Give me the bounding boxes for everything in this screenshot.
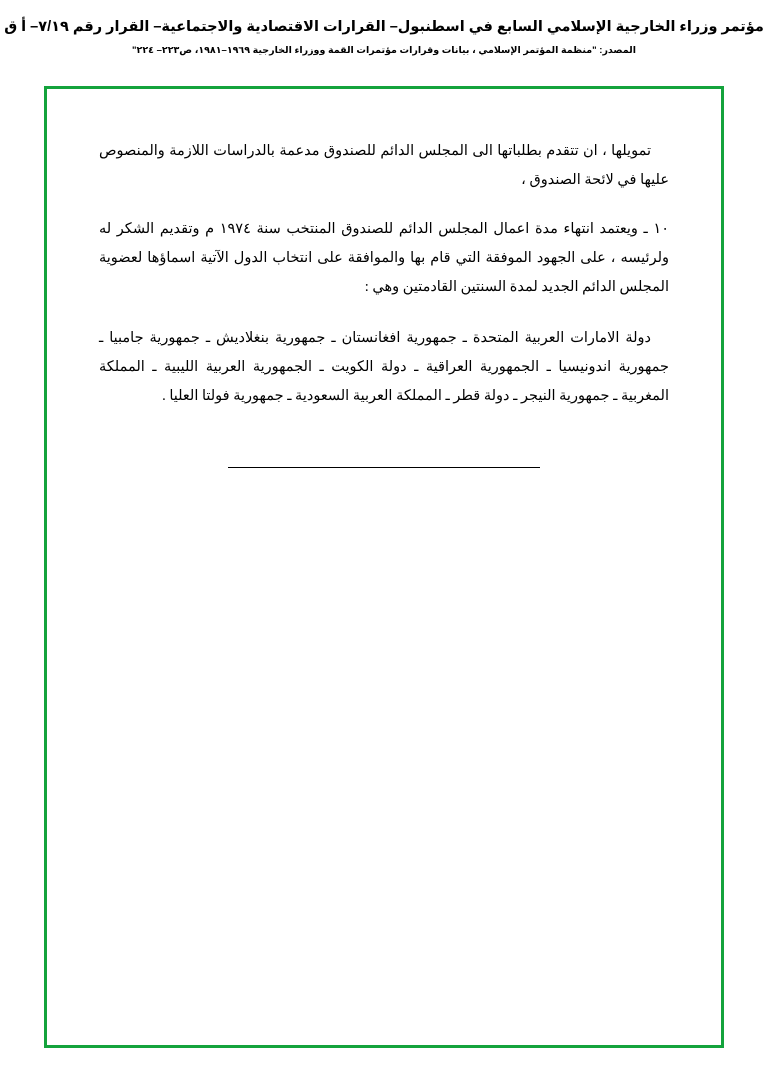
section-divider-wrap [99, 467, 669, 468]
horizontal-rule [228, 467, 540, 468]
green-border-frame [44, 86, 724, 1048]
document-body [47, 89, 721, 468]
document-header [0, 0, 768, 56]
paragraph-2: ١٠ ـ ويعتمد انتهاء مدة اعمال المجلس الدائم للصندوق المنتخب سنة ١٩٧٤ م وتقديم الشكر له ولرئيسه ، على الجهود الموفقة التي قام بها والموافقة على انتخاب الدول الآتية اسماؤها لعضوية المجلس الدائم الجديد لمدة السنتين القادمتين وهي : [99, 221, 669, 295]
page-title: مؤتمر وزراء الخارجية الإسلامي السابع في اسطنبول– القرارات الاقتصادية والاجتماعية– القرار رقم ٧/١٩– أ ق [4, 19, 764, 35]
paragraph-3: دولة الامارات العربية المتحدة ـ جمهورية افغانستان ـ جمهورية بنغلاديش ـ جمهورية جامبيا ـ جمهورية اندونيسيا ـ الجمهورية العراقية ـ دولة الكويت ـ الجمهورية العربية الليبية ـ المملكة المغربية ـ جمهورية النيجر ـ دولة قطر ـ المملكة العربية السعودية ـ جمهورية فولتا العليا . [99, 330, 669, 404]
paragraph-1: تمويلها ، ان تتقدم بطلباتها الى المجلس الدائم للصندوق مدعمة بالدراسات اللازمة والمنصوص عليها في لائحة الصندوق ، [99, 143, 669, 188]
source-citation: المصدر: "منظمة المؤتمر الإسلامي ، بيانات وقرارات مؤتمرات القمة ووزراء الخارجية ١٩٦٩–١٩٨١، ص٢٢٣– ٢٢٤" [132, 44, 636, 56]
